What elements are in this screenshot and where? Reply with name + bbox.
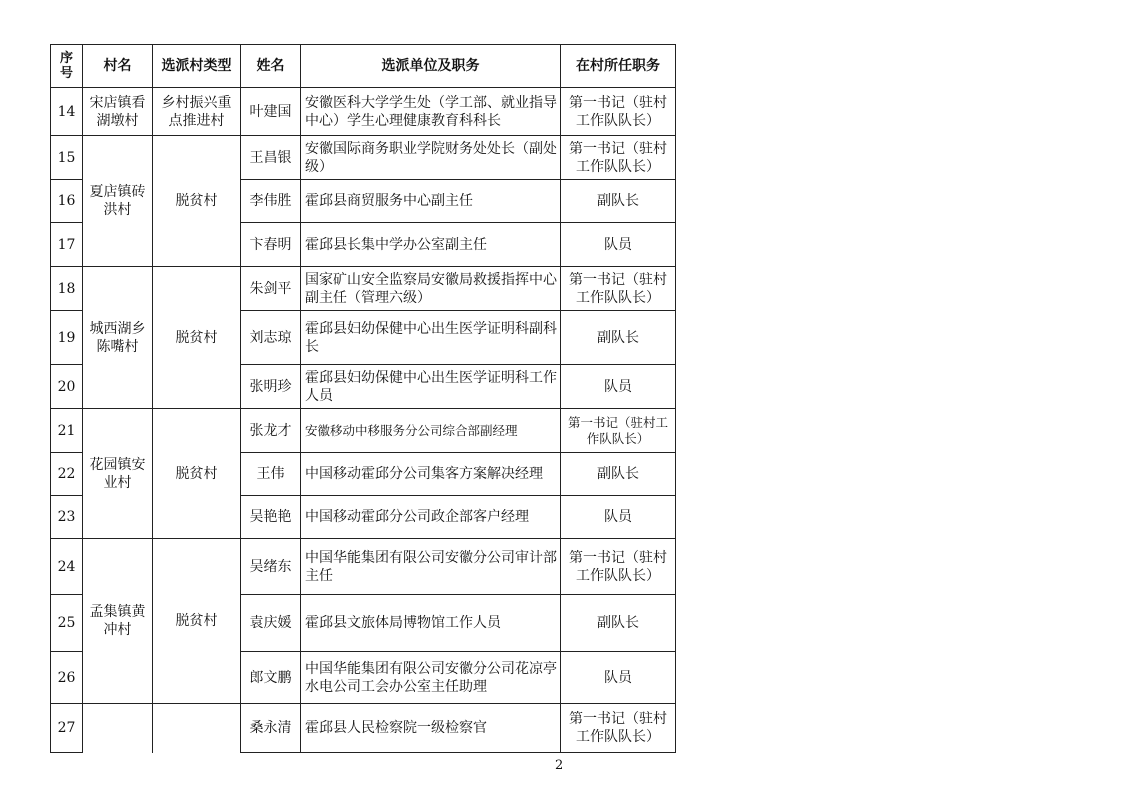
village-cell: 城西湖乡陈嘴村	[83, 267, 153, 409]
unit-cell: 安徽国际商务职业学院财务处处长（副处级）	[301, 136, 561, 180]
seq-cell: 23	[51, 496, 83, 539]
unit-cell: 霍邱县妇幼保健中心出生医学证明科工作人员	[301, 365, 561, 409]
header-seq: 序号	[51, 45, 83, 88]
table-row	[51, 136, 676, 180]
seq-cell: 22	[51, 453, 83, 496]
type-cell	[153, 704, 241, 753]
name-cell: 卞春明	[241, 223, 301, 267]
name-cell: 王伟	[241, 453, 301, 496]
table-row	[51, 704, 676, 753]
unit-cell: 中国移动霍邱分公司政企部客户经理	[301, 496, 561, 539]
post-cell: 副队长	[561, 311, 676, 365]
unit-cell: 霍邱县人民检察院一级检察官	[301, 704, 561, 753]
name-cell: 张明珍	[241, 365, 301, 409]
name-cell: 吴艳艳	[241, 496, 301, 539]
unit-cell: 中国移动霍邱分公司集客方案解决经理	[301, 453, 561, 496]
unit-cell: 中国华能集团有限公司安徽分公司审计部主任	[301, 539, 561, 595]
unit-cell: 霍邱县妇幼保健中心出生医学证明科副科长	[301, 311, 561, 365]
name-cell: 郎文鹏	[241, 652, 301, 704]
village-cell: 夏店镇砖洪村	[83, 136, 153, 267]
name-cell: 袁庆媛	[241, 595, 301, 652]
post-cell: 第一书记（驻村工作队队长）	[561, 409, 676, 453]
name-cell: 叶建国	[241, 88, 301, 136]
seq-cell: 15	[51, 136, 83, 180]
village-cell: 孟集镇黄冲村	[83, 539, 153, 704]
header-post: 在村所任职务	[561, 45, 676, 88]
post-cell: 队员	[561, 652, 676, 704]
type-cell: 脱贫村	[153, 539, 241, 704]
name-cell: 李伟胜	[241, 180, 301, 223]
header-name: 姓名	[241, 45, 301, 88]
header-row	[51, 45, 676, 88]
seq-cell: 25	[51, 595, 83, 652]
post-cell: 第一书记（驻村工作队队长）	[561, 267, 676, 311]
unit-cell: 国家矿山安全监察局安徽局救援指挥中心副主任（管理六级）	[301, 267, 561, 311]
name-cell: 桑永清	[241, 704, 301, 753]
name-cell: 朱剑平	[241, 267, 301, 311]
table-row	[51, 267, 676, 311]
seq-cell: 26	[51, 652, 83, 704]
table-row	[51, 539, 676, 595]
name-cell: 吴绪东	[241, 539, 301, 595]
type-cell: 脱贫村	[153, 409, 241, 539]
village-cell: 宋店镇看湖墩村	[83, 88, 153, 136]
table-row	[51, 409, 676, 453]
seq-cell: 24	[51, 539, 83, 595]
unit-cell: 中国华能集团有限公司安徽分公司花凉亭水电公司工会办公室主任助理	[301, 652, 561, 704]
page-number: 2	[555, 758, 564, 773]
name-cell: 刘志琼	[241, 311, 301, 365]
seq-cell: 20	[51, 365, 83, 409]
header-type: 选派村类型	[153, 45, 241, 88]
post-cell: 队员	[561, 496, 676, 539]
post-cell: 队员	[561, 365, 676, 409]
village-cell	[83, 704, 153, 753]
seq-cell: 16	[51, 180, 83, 223]
type-cell: 乡村振兴重点推进村	[153, 88, 241, 136]
header-village: 村名	[83, 45, 153, 88]
post-cell: 副队长	[561, 180, 676, 223]
unit-cell: 安徽移动中移服务分公司综合部副经理	[301, 409, 561, 453]
post-cell: 第一书记（驻村工作队队长）	[561, 88, 676, 136]
post-cell: 第一书记（驻村工作队队长）	[561, 539, 676, 595]
seq-cell: 14	[51, 88, 83, 136]
post-cell: 第一书记（驻村工作队队长）	[561, 136, 676, 180]
unit-cell: 霍邱县文旅体局博物馆工作人员	[301, 595, 561, 652]
seq-cell: 21	[51, 409, 83, 453]
name-cell: 张龙才	[241, 409, 301, 453]
post-cell: 副队长	[561, 453, 676, 496]
village-cell: 花园镇安业村	[83, 409, 153, 539]
seq-cell: 18	[51, 267, 83, 311]
seq-cell: 27	[51, 704, 83, 753]
table-row	[51, 88, 676, 136]
post-cell: 第一书记（驻村工作队队长）	[561, 704, 676, 753]
seq-cell: 19	[51, 311, 83, 365]
post-cell: 队员	[561, 223, 676, 267]
name-cell: 王昌银	[241, 136, 301, 180]
type-cell: 脱贫村	[153, 136, 241, 267]
unit-cell: 安徽医科大学学生处（学工部、就业指导中心）学生心理健康教育科科长	[301, 88, 561, 136]
unit-cell: 霍邱县长集中学办公室副主任	[301, 223, 561, 267]
seq-cell: 17	[51, 223, 83, 267]
unit-cell: 霍邱县商贸服务中心副主任	[301, 180, 561, 223]
header-unit: 选派单位及职务	[301, 45, 561, 88]
post-cell: 副队长	[561, 595, 676, 652]
type-cell: 脱贫村	[153, 267, 241, 409]
assignment-table	[50, 44, 676, 753]
